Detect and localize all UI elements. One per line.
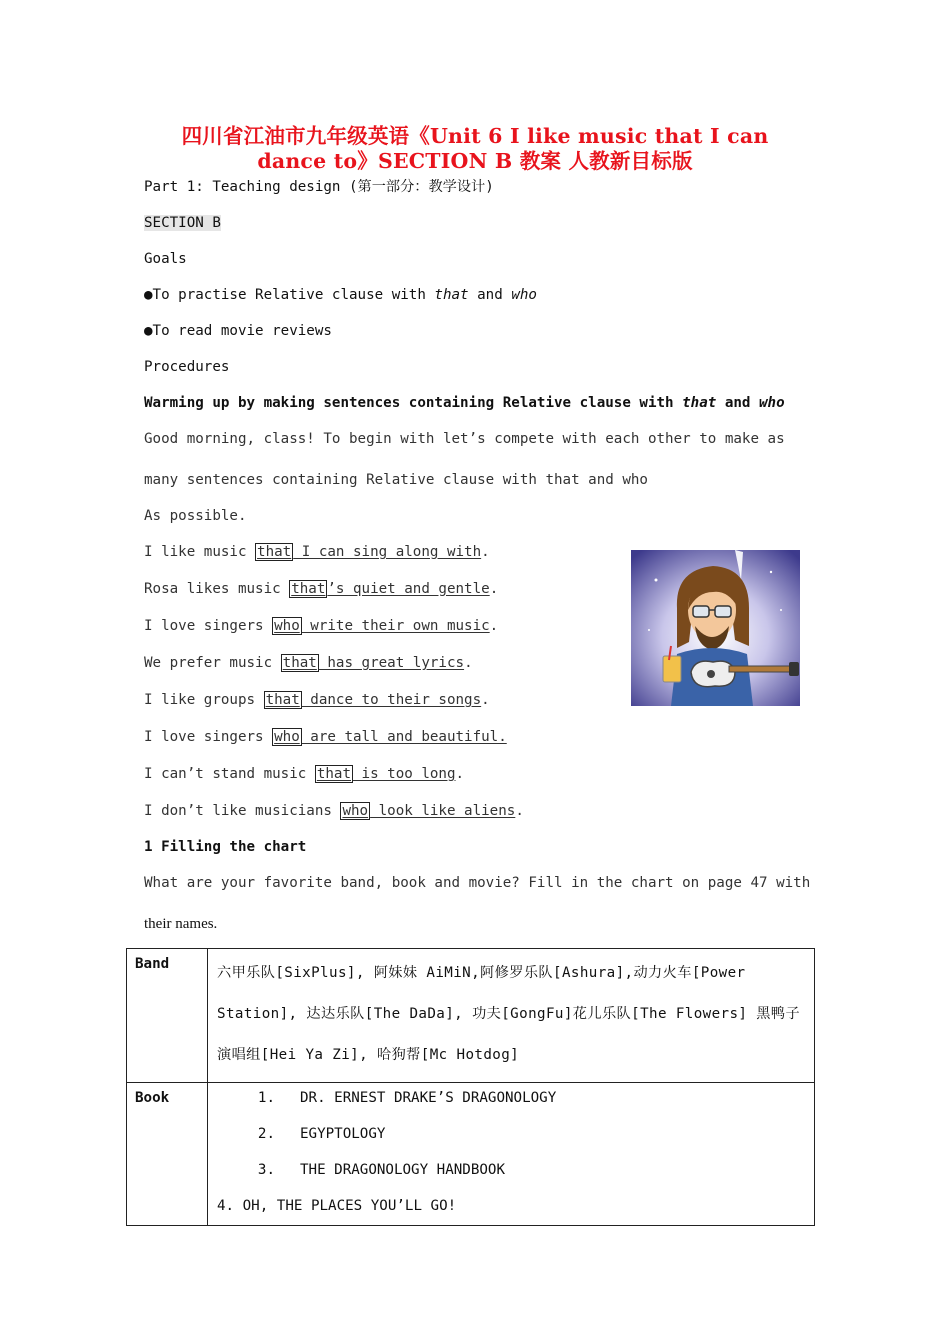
warming-text: Warming up by making sentences containing Relative clause with (144, 395, 683, 411)
example-sentence: I love singers who write their own music. (144, 618, 499, 634)
example-sentence: I don’t like musicians who look like aliens. (144, 803, 524, 819)
chart-row-band (127, 949, 815, 1083)
filling-line-1: What are your favorite band, book and movie? Fill in the chart on page 47 with (144, 875, 811, 891)
book-content-cell (208, 1083, 815, 1226)
goal-item-2: ●To read movie reviews (144, 323, 332, 339)
relative-pronoun: that (257, 544, 292, 560)
filling-heading: 1 Filling the chart (144, 839, 307, 855)
section-label (144, 214, 221, 232)
book-item: 4. OH, THE PLACES YOU’LL GO! (217, 1198, 457, 1214)
document-title (120, 124, 830, 174)
book-item: 2. EGYPTOLOGY (257, 1126, 386, 1142)
procedures-heading: Procedures (144, 359, 230, 375)
part-heading: Part 1: Teaching design (第一部分：教学设计) (144, 179, 494, 195)
chart-row-book (127, 1083, 815, 1226)
warming-up-heading (144, 394, 785, 412)
book-label-cell (127, 1083, 208, 1226)
relative-pronoun: that (282, 655, 317, 671)
example-sentence: Rosa likes music that ’s quiet and gentle. (144, 581, 499, 597)
band-label-cell (127, 949, 208, 1083)
section-label-text: SECTION B (144, 215, 221, 231)
title-line-1: 四川省江油市九年级英语《Unit 6 I like music that I can (181, 124, 769, 148)
title-line-2: dance to》SECTION B 教案 人教新目标版 (257, 149, 693, 173)
warming-who: who (759, 395, 785, 411)
goals-heading: Goals (144, 251, 187, 267)
intro-line-1: Good morning, class! To begin with let’s compete with each other to make as (144, 431, 785, 447)
band-label: Band (135, 956, 170, 972)
intro-line-2: many sentences containing Relative clause with that and who (144, 472, 648, 488)
band-content-cell (208, 949, 815, 1083)
book-label: Book (135, 1090, 170, 1106)
goal-1-and: and (468, 287, 512, 303)
goal-item-1 (144, 286, 537, 304)
relative-pronoun: who (274, 618, 300, 634)
book-item: 1. DR. ERNEST DRAKE’S DRAGONOLOGY (257, 1090, 557, 1106)
example-sentence: I can’t stand music that is too long. (144, 766, 465, 782)
goal-1-text: ●To practise Relative clause with (144, 287, 435, 303)
example-sentence: I love singers who are tall and beautiful. (144, 729, 507, 745)
example-sentence: I like groups that dance to their songs. (144, 692, 490, 708)
relative-pronoun: that (316, 766, 352, 782)
goal-1-who: who (511, 287, 537, 303)
book-list (208, 1083, 814, 1225)
relative-pronoun: that (291, 581, 326, 597)
warming-that: that (682, 395, 717, 411)
relative-pronoun: who (274, 729, 300, 745)
intro-line-3: As possible. (144, 508, 247, 524)
relative-pronoun: that (265, 692, 300, 708)
example-sentence: We prefer music that has great lyrics. (144, 655, 473, 671)
goal-1-that: that (434, 287, 469, 303)
example-sentence: I like music that I can sing along with. (144, 544, 490, 560)
book-item: 3. THE DRAGONOLOGY HANDBOOK (257, 1162, 505, 1178)
relative-pronoun: who (342, 803, 369, 819)
cartoon-guitarist-image (631, 550, 800, 706)
favorites-chart (126, 948, 815, 1226)
warming-and: and (716, 395, 760, 411)
filling-line-2: their names. (144, 916, 218, 932)
band-list: 六甲乐队[SixPlus], 阿妹妹 AiMiN,阿修罗乐队[Ashura],动力火车[Power Station], 达达乐队[The DaDa], 功夫[GongFu]花儿乐队[The Flowers] 黑鸭子演唱组[Hei Ya Zi], 哈狗帮[Mc Hotdog] (217, 965, 801, 1063)
